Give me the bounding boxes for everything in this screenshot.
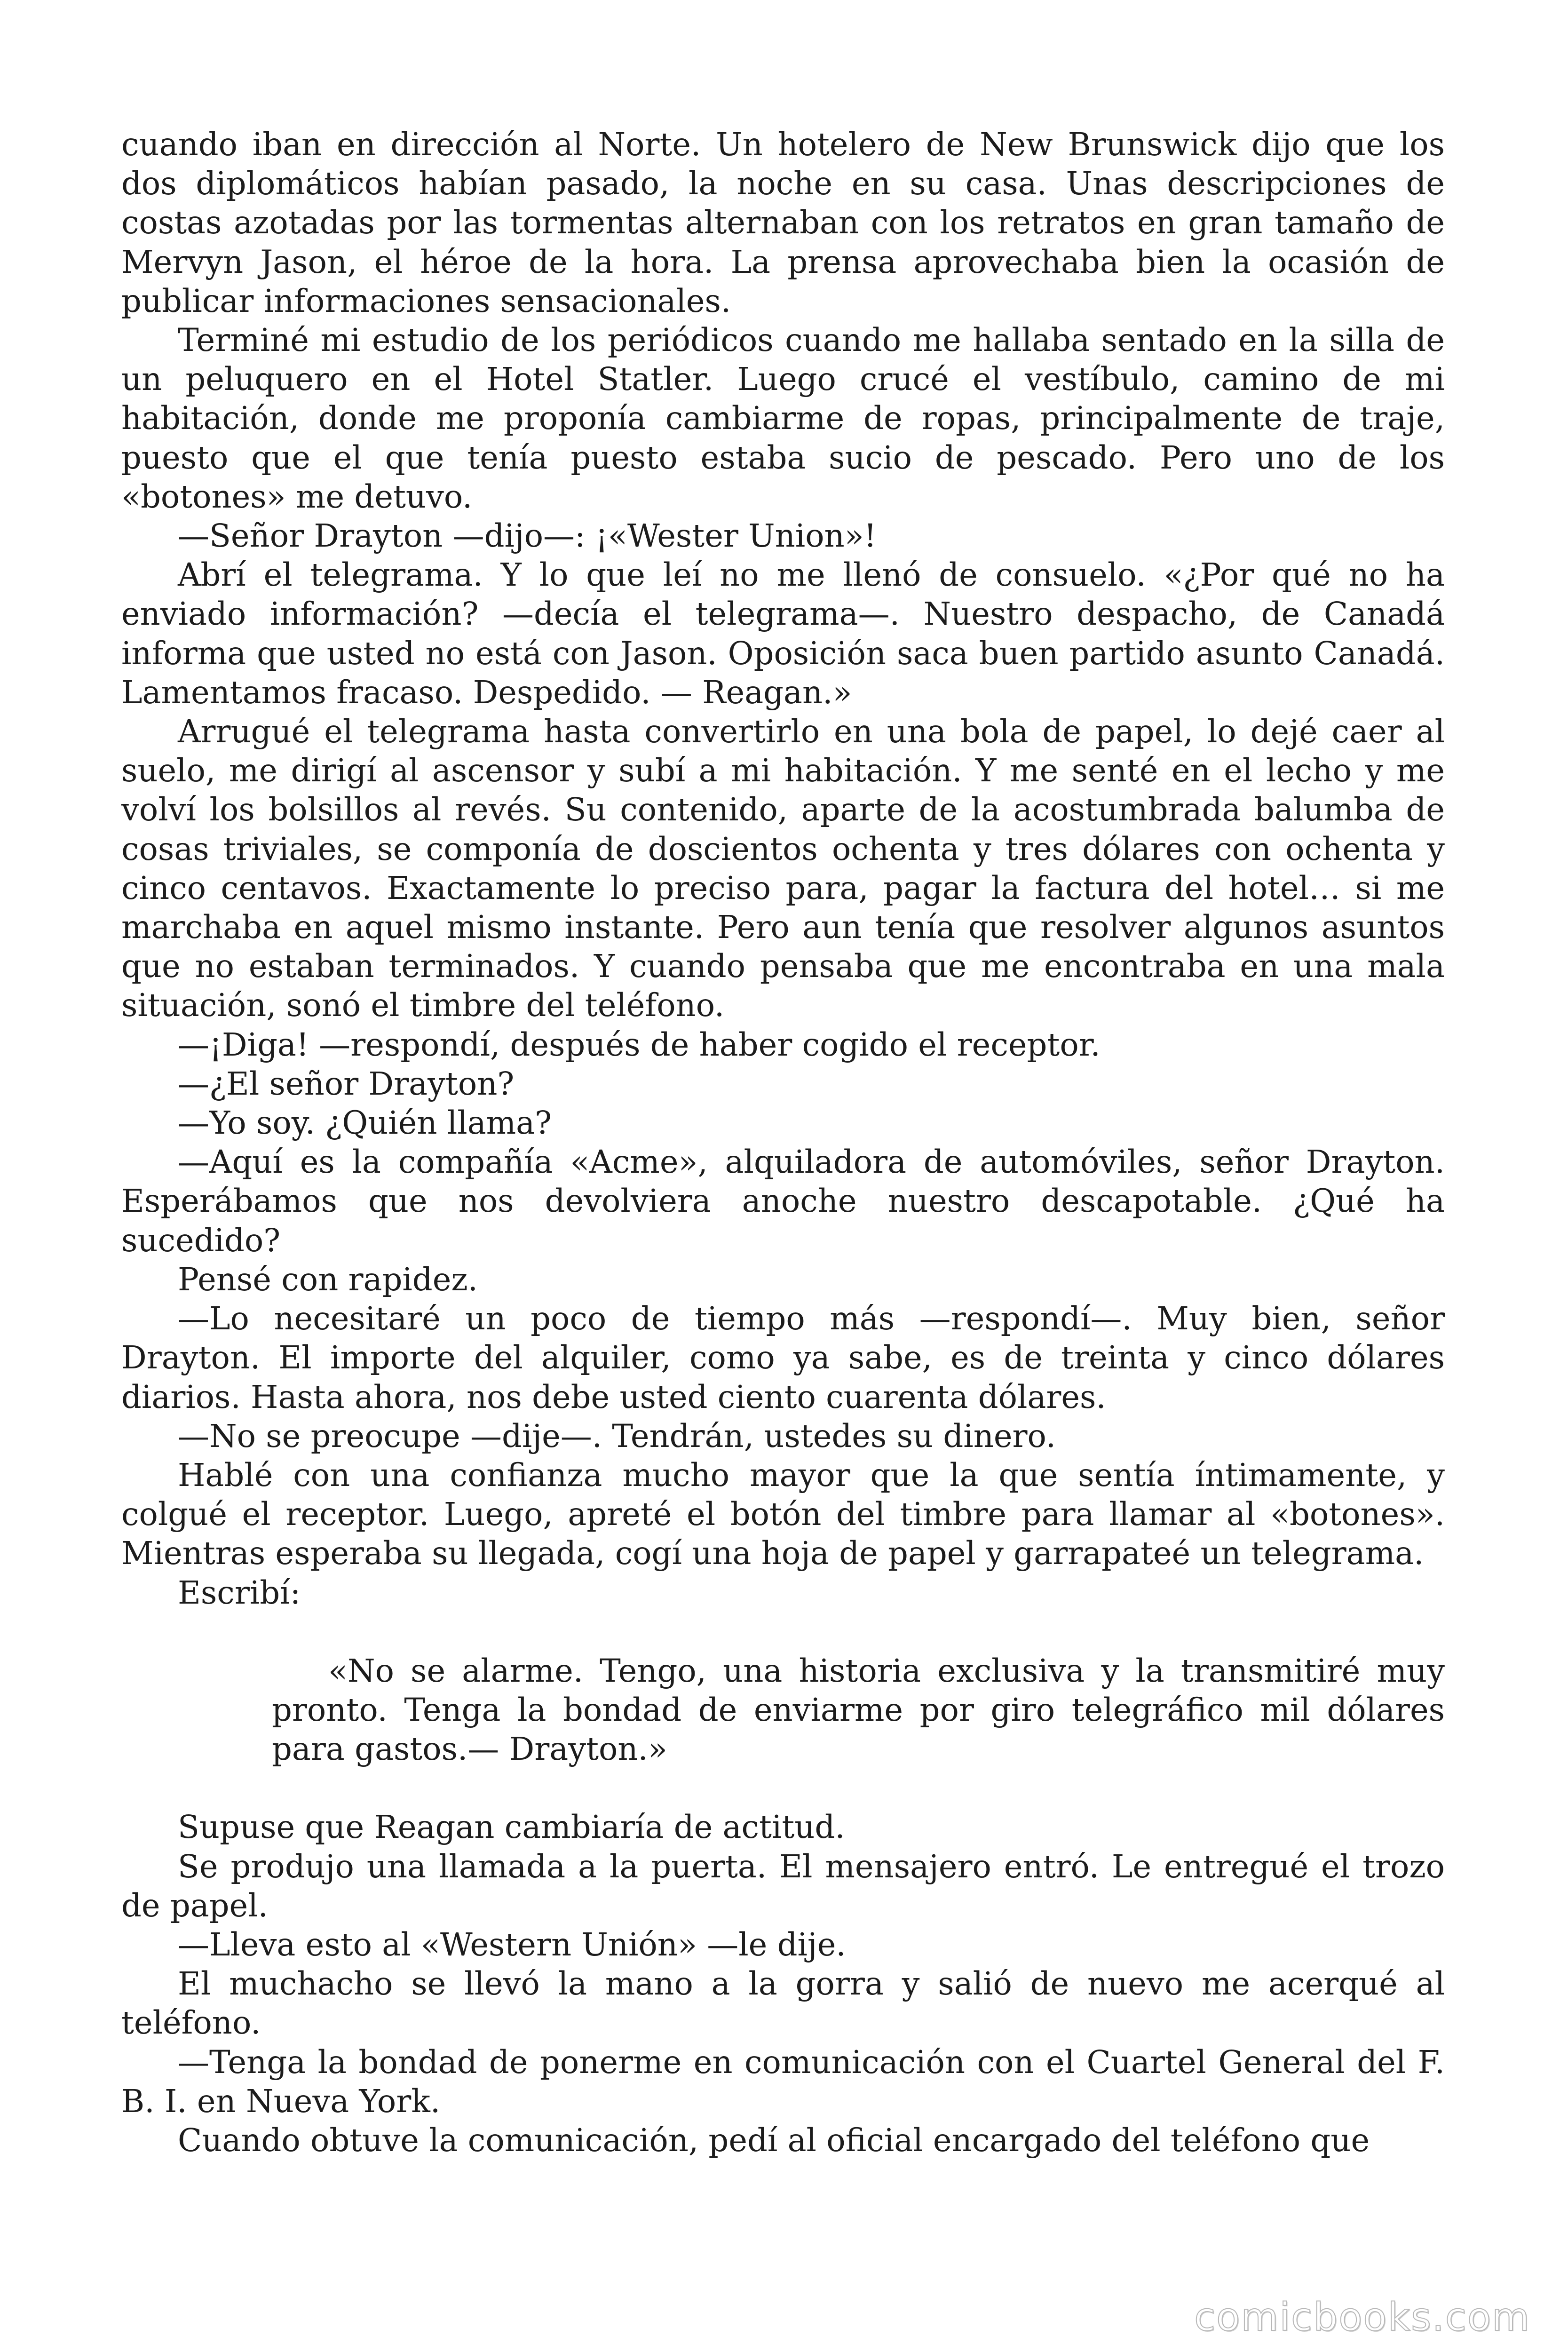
paragraph-14: Escribí: (178, 1574, 301, 1611)
paragraph-17: —Lleva esto al «Western Unión» —le dije. (178, 1926, 846, 1963)
paragraph-19: —Tenga la bondad de ponerme en comunicación con el Cuartel General del F. B. I. en Nueva York. (121, 2043, 1445, 2120)
paragraph-18: El muchacho se llevó la mano a la gorra y salió de nuevo me acerqué al teléfono. (121, 1965, 1445, 2042)
watermark: comicbooks.com (1194, 2295, 1530, 2340)
paragraph-16: Se produjo una llamada a la puerta. El mensajero entró. Le entregué el trozo de papel. (121, 1848, 1445, 1924)
telegram-quote: «No se alarme. Tengo, una historia exclusiva y la transmitiré muy pronto. Tenga la bondad de enviarme por giro telegráfico mil dólares para gastos.— Drayton.» (272, 1652, 1445, 1768)
paragraph-5: Arrugué el telegrama hasta convertirlo en una bola de papel, lo dejé caer al suelo, me dirigí al ascensor y subí a mi habitación. Y me senté en el lecho y me volví los bolsillos al revés. Su contenido, aparte de la acostumbrada balumba de cosas triviales, se componía de doscientos ochenta y tres dólares con ochenta y cinco centavos. Exactamente lo preciso para, pagar la factura del hotel… si me marchaba en aquel mismo instante. Pero aun tenía que resolver algunos asuntos que no estaban terminados. Y cuando pensaba que me encontraba en una mala situación, sonó el timbre del teléfono. (121, 713, 1445, 1024)
paragraph-2: Terminé mi estudio de los periódicos cuando me hallaba sentado en la silla de un peluquero en el Hotel Statler. Luego crucé el vestíbulo, camino de mi habitación, donde me proponía cambiarme de ropas, principalmente de traje, puesto que el que tenía puesto estaba sucio de pescado. Pero uno de los «botones» me detuvo. (121, 322, 1445, 515)
paragraph-10: Pensé con rapidez. (178, 1261, 478, 1298)
paragraph-11: —Lo necesitaré un poco de tiempo más —respondí—. Muy bien, señor Drayton. El importe del alquiler, como ya sabe, es de treinta y cinco dólares diarios. Hasta ahora, nos debe usted ciento cuarenta dólares. (121, 1300, 1445, 1415)
page-body (121, 125, 1445, 2160)
paragraph-6: —¡Diga! —respondí, después de haber cogido el receptor. (178, 1026, 1101, 1063)
paragraph-4: Abrí el telegrama. Y lo que leí no me llenó de consuelo. «¿Por qué no ha enviado información? —decía el telegrama—. Nuestro despacho, de Canadá informa que usted no está con Jason. Oposición saca buen partido asunto Canadá. Lamentamos fracaso. Despedido. — Reagan.» (121, 556, 1445, 711)
paragraph-3: —Señor Drayton —dijo—: ¡«Wester Union»! (178, 517, 877, 555)
paragraph-12: —No se preocupe —dije—. Tendrán, ustedes su dinero. (178, 1417, 1056, 1454)
paragraph-20: Cuando obtuve la comunicación, pedí al oficial encargado del teléfono que (178, 2122, 1370, 2159)
paragraph-1: cuando iban en dirección al Norte. Un hotelero de New Brunswick dijo que los dos diplomáticos habían pasado, la noche en su casa. Unas descripciones de costas azotadas por las tormentas alternaban con los retratos en gran tamaño de Mervyn Jason, el héroe de la hora. La prensa aprovechaba bien la ocasión de publicar informaciones sensacionales. (121, 126, 1445, 319)
paragraph-8: —Yo soy. ¿Quién llama? (178, 1104, 552, 1142)
paragraph-7: —¿El señor Drayton? (178, 1065, 515, 1102)
paragraph-9: —Aquí es la compañía «Acme», alquiladora de automóviles, señor Drayton. Esperábamos que nos devolviera anoche nuestro descapotable. ¿Qué ha sucedido? (121, 1144, 1445, 1259)
paragraph-15: Supuse que Reagan cambiaría de actitud. (178, 1809, 845, 1846)
paragraph-13: Hablé con una confianza mucho mayor que la que sentía íntimamente, y colgué el receptor. Luego, apreté el botón del timbre para llamar al «botones». Mientras esperaba su llegada, cogí una hoja de papel y garrapateé un telegrama. (121, 1456, 1445, 1572)
